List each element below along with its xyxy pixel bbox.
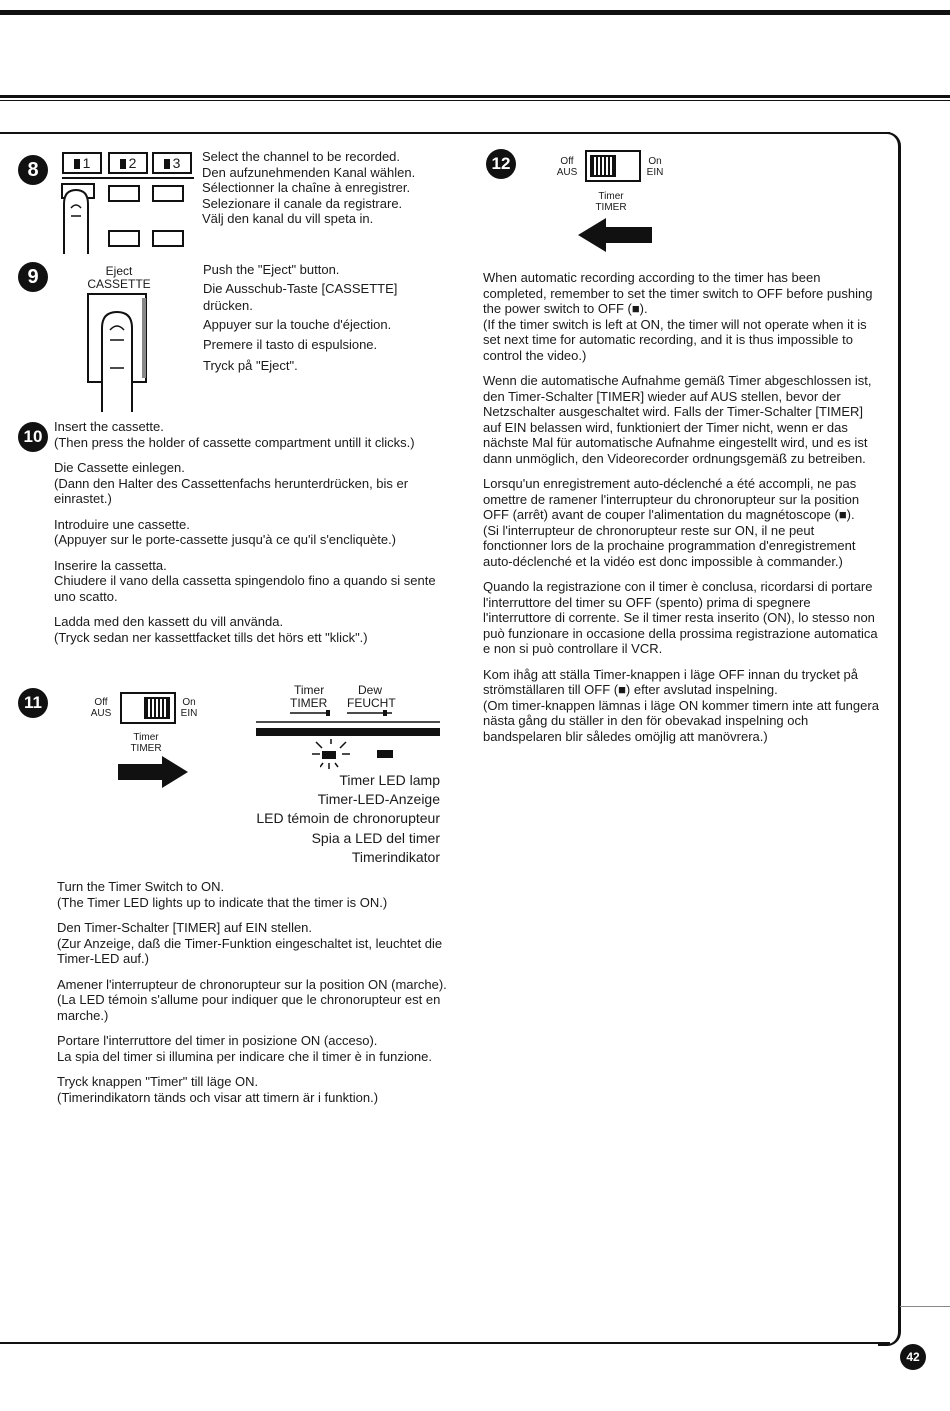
indicator-timer-bottom: TIMER [290, 696, 328, 710]
indicator-dew-top: Dew [358, 683, 383, 697]
step-11-arrow-right-icon [118, 756, 190, 788]
step-12-on-bottom: EIN [646, 167, 664, 178]
step-9-text-de: Die Ausschub-Taste [CASSETTE] drücken. [203, 280, 398, 313]
channel-key-1[interactable] [108, 185, 140, 202]
channel-1-button[interactable] [62, 152, 102, 174]
step-12-switch-knob[interactable] [590, 155, 616, 177]
step-12-timer-bottom: TIMER [595, 202, 627, 213]
step-12-number: 12 [486, 149, 516, 179]
step-11-para-en: Turn the Timer Switch to ON. (The Timer LED lights up to indicate that the timer is ON.) [57, 879, 388, 910]
eject-button-finger-icon [84, 292, 154, 412]
channel-3-button[interactable] [152, 152, 192, 174]
step-8-text-it: Selezionare il canale da registrare. [202, 195, 403, 211]
channel-key-4[interactable] [152, 230, 184, 247]
page-number: 42 [900, 1344, 926, 1370]
step-10-para-fr: Introduire une cassette. (Appuyer sur le porte-cassette jusqu'à ce qu'il s'encliquète.) [54, 516, 397, 547]
step-9-text [203, 261, 448, 374]
step-8-text-fr: Sélectionner la chaîne à enregistrer. [202, 180, 411, 195]
step-11-timer-label [120, 732, 172, 754]
step-12-para-fr: Lorsqu'un enregistrement auto-déclenché a été accompli, ne pas omettre de ramener l'interrupteur du chronorupteur sur la position OFF (arrêt) avant de couper l'alimentation du magnétoscope (■). (Si l'interrupteur de chronorupteur reste sur ON, il ne peut fonctionner lors de la prochaine programmation d'enregistrement auto-déclenché et la vidéo est donc impossible à commander.) [483, 476, 860, 569]
frame-bottom [0, 1342, 890, 1344]
led-caption-it: Spia a LED del timer [311, 829, 440, 846]
step-9-text-sv: Tryck på "Eject". [203, 357, 298, 373]
step-11-off-label [86, 697, 116, 719]
led-caption-sv: Timerindikator [351, 848, 440, 865]
step-9-text-it: Premere il tasto di espulsione. [203, 337, 378, 352]
step-12-para-sv: Kom ihåg att ställa Timer-knappen i läge OFF innan du trycket på strömställaren till OFF (■) efter avslutad inspelning. (Om timer-knappen lämnas i läge ON kommer timern inte att fungera nästa gång du ställer in den för obevakad inspelning och bandspelaren blir således omöjlig att manövrera.) [483, 666, 879, 744]
step-12-para-en: When automatic recording according to the timer has been completed, remember to set the timer switch to OFF before pushing the power switch to OFF (■). (If the timer switch is left at ON, the timer will not operate when it is set next time for automatic recording, and it is thus impossible to control the video.) [483, 270, 873, 363]
frame-right [878, 132, 901, 1346]
indicator-timer-top: Timer [294, 683, 325, 697]
eject-label [84, 265, 154, 291]
led-captions [200, 771, 440, 867]
channel-key-2[interactable] [152, 185, 184, 202]
frame-top [0, 132, 890, 134]
indicator-feucht-bottom: FEUCHT [347, 696, 396, 710]
step-8-text-de: Den aufzunehmenden Kanal wählen. [202, 164, 416, 180]
step-11-number: 11 [18, 688, 48, 718]
step-12-off-bottom: AUS [556, 167, 578, 178]
step-12-para-it: Quando la registrazione con il timer è conclusa, ricordarsi di portare l'interruttore del timer su OFF (spento) prima di spegnere l'interruttore di corrente. Se il timer resta inserito (ON), lo stesso non può funzionare in occasione della prossima registrazione automatica e non si può controllare il VCR. [483, 579, 878, 656]
timer-led-lit-icon [320, 749, 342, 771]
step-9-text-en: Push the "Eject" button. [203, 262, 340, 277]
channel-1-label: 1 [82, 155, 91, 171]
top-rule [0, 10, 950, 15]
step-11-timer-switch[interactable] [120, 692, 176, 724]
header-rule [0, 95, 950, 98]
step-12-timer-top: Timer [598, 191, 624, 202]
step-11-off-bottom: AUS [90, 708, 112, 719]
step-12-on-top: On [648, 156, 662, 167]
step-11-on-top: On [182, 697, 196, 708]
step-8-number: 8 [18, 155, 48, 185]
step-11-on-bottom: EIN [180, 708, 198, 719]
led-caption-en: Timer LED lamp [339, 772, 440, 788]
eject-label-bottom: CASSETTE [87, 277, 151, 291]
step-11-text [57, 879, 449, 1115]
step-12-para-de: Wenn die automatische Aufnahme gemäß Timer abgeschlossen ist, den Timer-Schalter [TIMER] wieder auf AUS stellen, bevor der Netzschalter ausgeschaltet wird. Falls der Timer-Schalter [TIMER] auf EIN belassen wird, funktioniert der Timer nicht, wenn er das nächste Mal für automatische Aufnahme eingestellt wird, und es ist dann unmöglich, den Videorecorder ordnungsgemäß zu betreiben. [483, 373, 872, 466]
step-12-text [483, 270, 879, 754]
led-caption-de: Timer-LED-Anzeige [317, 791, 440, 808]
header-rule-2 [0, 100, 950, 101]
step-8-text [202, 149, 452, 227]
step-10-para-it: Inserire la cassetta. Chiudere il vano della cassetta spingendolo fino a quando si sente uno scatto. [54, 557, 436, 604]
step-11-timer-bottom: TIMER [130, 743, 162, 754]
step-8-text-en: Select the channel to be recorded. [202, 149, 401, 164]
step-10-number: 10 [18, 422, 48, 452]
eject-label-top: Eject [105, 264, 133, 278]
channel-2-label: 2 [128, 155, 137, 171]
step-12-timer-label [585, 191, 637, 213]
step-12-on-label [642, 156, 668, 178]
step-10-para-sv: Ladda med den kassett du vill använda. (Tryck sedan ner kassettfacket tills det hörs ett "klick".) [54, 614, 368, 645]
step-12-off-top: Off [560, 156, 574, 167]
step-11-para-sv: Tryck knappen "Timer" till läge ON. (Timerindikatorn tänds och visar att timern är i funktion.) [57, 1074, 379, 1105]
step-12-timer-switch[interactable] [585, 150, 641, 182]
step-9-text-fr: Appuyer sur la touche d'éjection. [203, 316, 392, 332]
channel-key-3[interactable] [108, 230, 140, 247]
step-8-text-sv: Välj den kanal du vill speta in. [202, 211, 374, 226]
step-10-para-de: Die Cassette einlegen. (Dann den Halter des Cassettenfachs herunterdrücken, bis er einrastet.) [54, 460, 409, 506]
finger-pressing-icon [58, 182, 102, 254]
step-11-off-top: Off [94, 697, 108, 708]
step-11-switch-knob[interactable] [144, 697, 170, 719]
step-11-para-it: Portare l'interruttore del timer in posizione ON (acceso). La spia del timer si illumina per indicare che il timer è in funzione. [57, 1033, 433, 1064]
step-10-para-en: Insert the cassette. (Then press the holder of cassette compartment untill it clicks.) [54, 419, 415, 450]
step-12-off-label [553, 156, 581, 178]
channel-2-button[interactable] [108, 152, 148, 174]
step-9-number: 9 [18, 262, 48, 292]
channel-3-label: 3 [172, 155, 181, 171]
indicator-panel-graphic [254, 710, 444, 762]
step-11-para-fr: Amener l'interrupteur de chronorupteur sur la position ON (marche). (La LED témoin s'allume pour indiquer que le chronorupteur est en marche.) [57, 976, 447, 1023]
step-11-timer-top: Timer [133, 732, 159, 743]
panel-line [62, 177, 194, 179]
right-margin-rule [900, 1306, 950, 1307]
step-12-arrow-left-icon [578, 218, 652, 252]
led-caption-fr: LED témoin de chronorupteur [256, 810, 440, 827]
step-10-text [54, 419, 444, 655]
step-11-para-de: Den Timer-Schalter [TIMER] auf EIN stellen. (Zur Anzeige, daß die Timer-Funktion eingeschaltet ist, leuchtet die Timer-LED auf.) [57, 920, 443, 966]
step-11-on-label [176, 697, 202, 719]
